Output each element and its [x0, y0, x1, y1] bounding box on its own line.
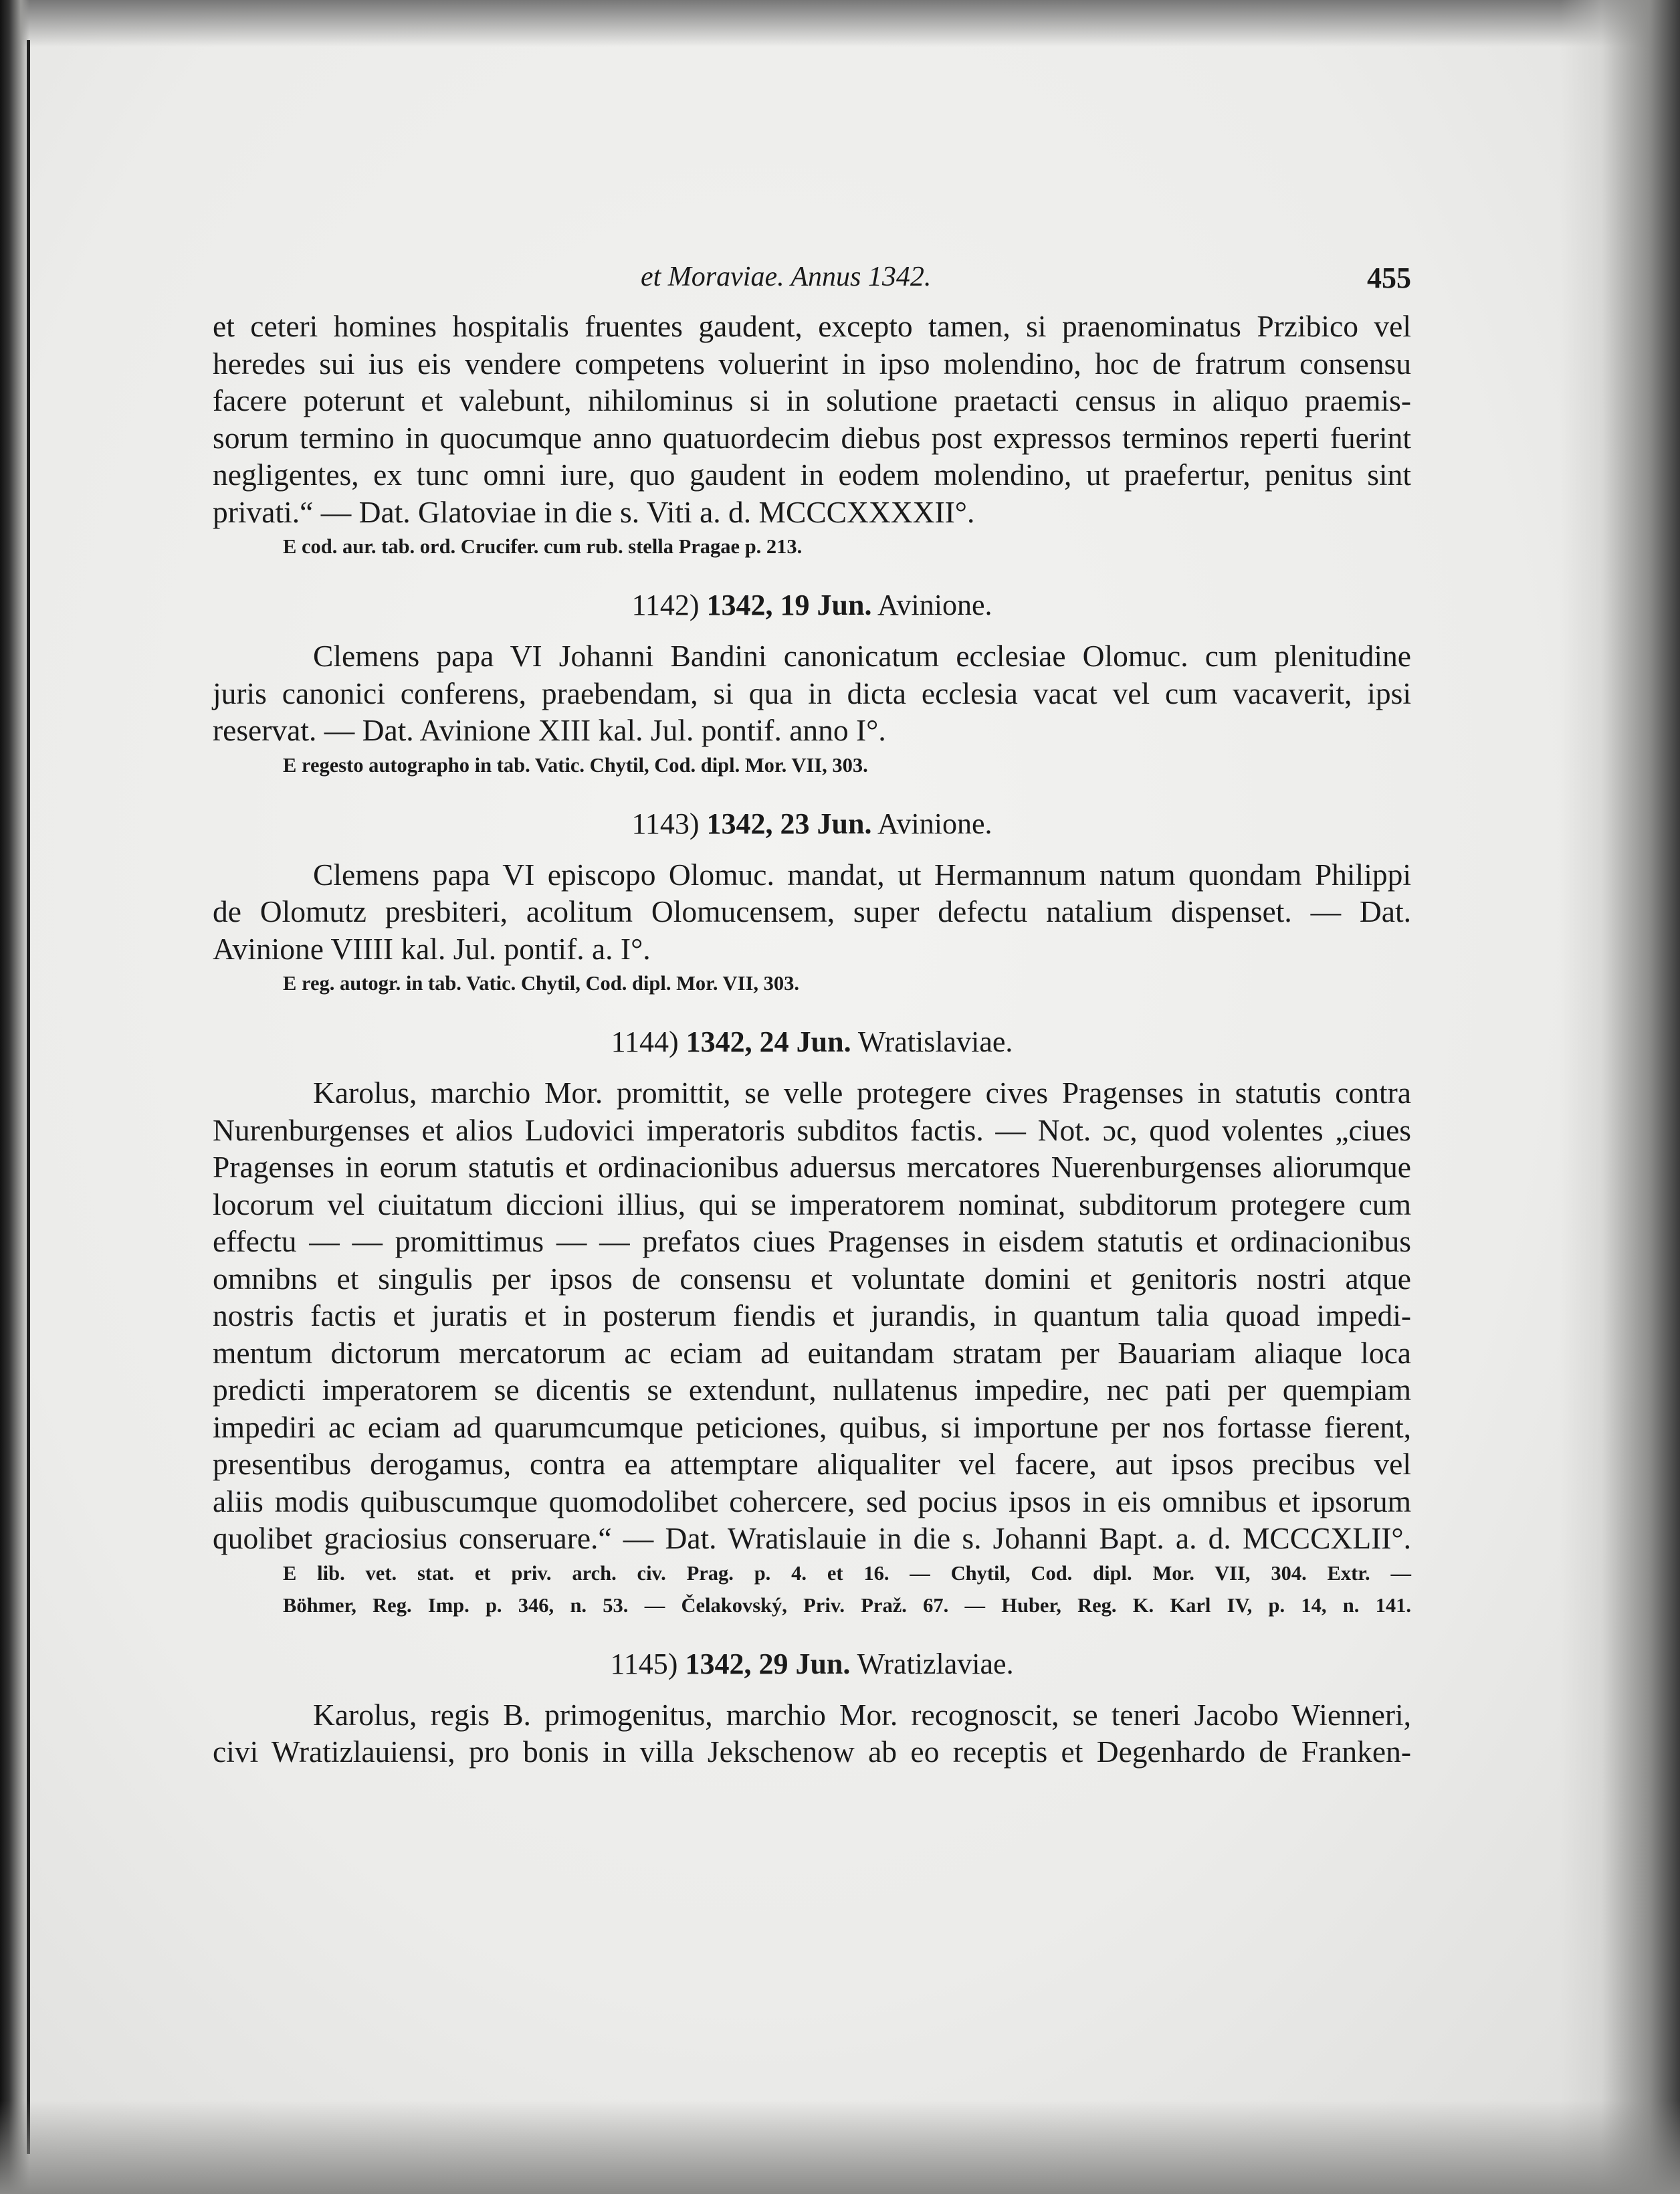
text-line: omnibns et singulis per ipsos de consensu et voluntate domini et genitoris nostri atque [213, 1261, 1411, 1296]
text-line: quolibet graciosius conseruare.“ — Dat. Wratislauie in die s. Johanni Bapt. a. d. MCCCXLII°. [213, 1521, 1411, 1555]
text-line: nostris factis et juratis et in posterum fiendis et jurandis, in quantum talia quoad impedi- [213, 1298, 1411, 1332]
text-line: facere poterunt et valebunt, nihilominus si in solutione praetacti census in aliquo praemis- [213, 383, 1411, 417]
entry-heading [213, 1025, 1411, 1060]
entry-heading [213, 1647, 1411, 1682]
text-line: Avinione VIIII kal. Jul. pontif. a. I°. [213, 931, 651, 966]
text-line: sorum termino in quocumque anno quatuordecim diebus post expressos terminos reperti fuerint [213, 420, 1411, 455]
entry-date: 1342, 19 Jun. [706, 589, 872, 621]
source-note: E lib. vet. stat. et priv. arch. civ. Prag. p. 4. et 16. — Chytil, Cod. dipl. Mor. VII, 304. Extr. — [283, 1561, 1411, 1585]
text-line: heredes sui ius eis vendere competens voluerint in ipso molendino, hoc de fratrum consensu [213, 346, 1411, 381]
scan-right-shadow [1560, 0, 1680, 2194]
entry-1144 [213, 1025, 1411, 1621]
text-line: Clemens papa VI episcopo Olomuc. mandat, ut Hermannum natum quondam Philippi [313, 857, 1411, 892]
source-note: E cod. aur. tab. ord. Crucifer. cum rub. stella Pragae p. 213. [283, 535, 803, 558]
entry-1142 [213, 588, 1411, 781]
text-line: locorum vel ciuitatum diccioni illius, qui se imperatorem nominat, subditorum protegere cum [213, 1187, 1411, 1221]
document-page [213, 261, 1411, 1771]
text-line: privati.“ — Dat. Glatoviae in die s. Viti a. d. MCCCXXXXII°. [213, 494, 975, 529]
entry-place: Avinione. [877, 807, 992, 840]
text-line: effectu — — promittimus — — prefatos ciues Pragenses in eisdem statutis et ordinacionibus [213, 1224, 1411, 1258]
source-note: Böhmer, Reg. Imp. p. 346, n. 53. — Čelakovský, Priv. Praž. 67. — Huber, Reg. K. Karl IV, p. 14, n. 141. [283, 1593, 1411, 1617]
text-line: civi Wratizlauiensi, pro bonis in villa Jekschenow ab eo receptis et Degenhardo de Franken- [213, 1734, 1411, 1769]
page-edge-line [27, 40, 30, 2154]
entry-number: 1143) [631, 807, 700, 840]
text-line: presentibus derogamus, contra ea attemptare aliqualiter vel facere, aut ipsos precibus vel [213, 1447, 1411, 1481]
running-head-title: et Moraviae. Annus 1342. [641, 262, 932, 292]
text-line: et ceteri homines hospitalis fruentes gaudent, excepto tamen, si praenominatus Przibico vel [213, 309, 1411, 343]
book-spine-shadow [0, 0, 29, 2194]
page-number: 455 [1367, 262, 1411, 294]
text-line: mentum dictorum mercatorum ac eciam ad euitandam stratam per Bauariam aliaque loca [213, 1335, 1411, 1370]
entry-1143 [213, 807, 1411, 1000]
scan-bottom-shadow [0, 2100, 1680, 2194]
source-note: E regesto autographo in tab. Vatic. Chytil, Cod. dipl. Mor. VII, 303. [283, 753, 868, 777]
text-line: negligentes, ex tunc omni iure, quo gaudent in eodem molendino, ut praefertur, penitus sint [213, 458, 1411, 492]
text-line: Nurenburgenses et alios Ludovici imperatoris subditos factis. — Not. ɔc, quod volentes „ciues [213, 1112, 1411, 1147]
entry-date: 1342, 29 Jun. [685, 1647, 851, 1680]
entry-place: Wratislaviae. [857, 1025, 1013, 1058]
scan-top-shadow [0, 0, 1680, 47]
entry-place: Avinione. [877, 589, 992, 621]
text-line: Karolus, regis B. primogenitus, marchio Mor. recognoscit, se teneri Jacobo Wienneri, [313, 1697, 1411, 1732]
intro-text [213, 308, 1411, 563]
text-line: reservat. — Dat. Avinione XIII kal. Jul. pontif. anno I°. [213, 713, 886, 747]
text-line: Clemens papa VI Johanni Bandini canonicatum ecclesiae Olomuc. cum plenitudine [313, 639, 1411, 673]
text-line: impediri ac eciam ad quarumcumque peticiones, quibus, si importune per nos fortasse fierent, [213, 1409, 1411, 1444]
entry-number: 1144) [611, 1025, 679, 1058]
entry-date: 1342, 23 Jun. [706, 807, 872, 840]
entry-1145 [213, 1647, 1411, 1771]
text-line: Karolus, marchio Mor. promittit, se velle protegere cives Pragenses in statutis contra [313, 1076, 1411, 1110]
running-head [213, 261, 1411, 308]
entry-number: 1145) [610, 1647, 678, 1680]
text-line: aliis modis quibuscumque quomodolibet cohercere, sed pocius ipsos in eis omnibus et ipsorum [213, 1484, 1411, 1518]
entry-place: Wratizlaviae. [857, 1647, 1014, 1680]
entry-date: 1342, 24 Jun. [686, 1025, 851, 1058]
entry-heading [213, 807, 1411, 841]
entry-number: 1142) [631, 589, 700, 621]
text-line: predicti imperatorem se dicentis se extendunt, nullatenus impedire, nec pati per quempiam [213, 1373, 1411, 1407]
text-line: Pragenses in eorum statutis et ordinacionibus aduersus mercatores Nuerenburgenses aliorumque [213, 1150, 1411, 1184]
entry-heading [213, 588, 1411, 623]
source-note: E reg. autogr. in tab. Vatic. Chytil, Cod. dipl. Mor. VII, 303. [283, 972, 799, 995]
text-line: de Olomutz presbiteri, acolitum Olomucensem, super defectu natalium dispenset. — Dat. [213, 894, 1411, 928]
text-line: juris canonici conferens, praebendam, si qua in dicta ecclesia vacat vel cum vacaverit, ipsi [213, 676, 1411, 710]
